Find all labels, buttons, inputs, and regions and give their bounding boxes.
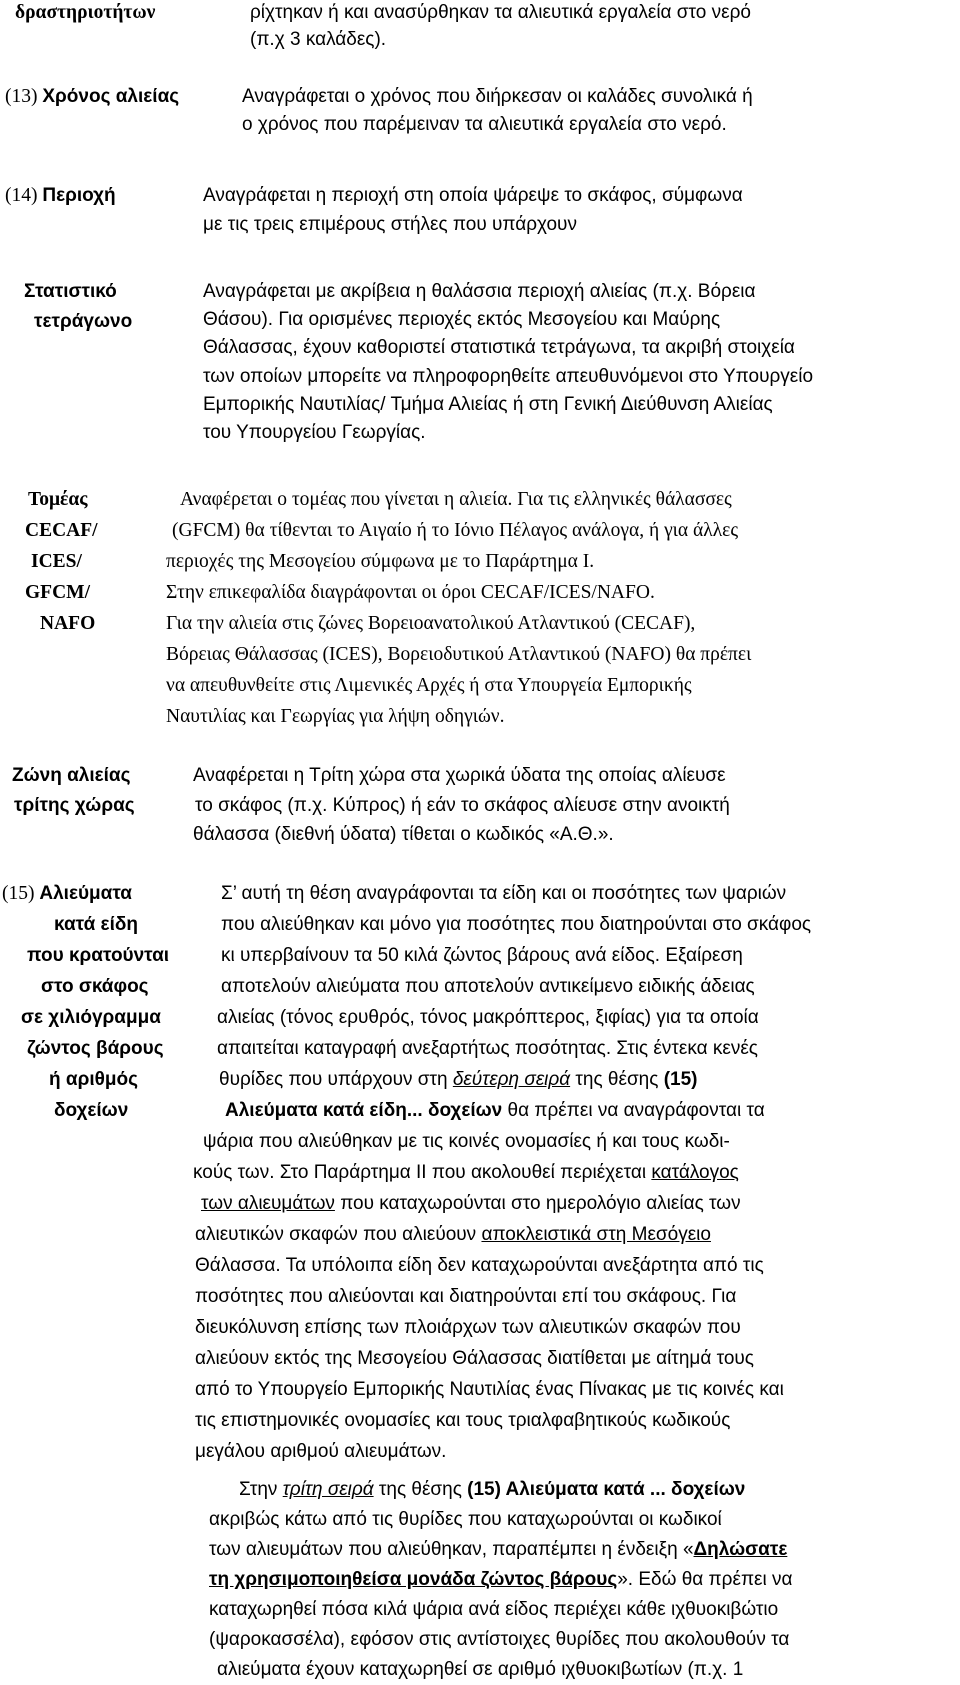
stat-square-label: Στατιστικό xyxy=(24,281,117,302)
section-15-label: δοχείων xyxy=(54,1100,129,1121)
text-run: θα πρέπει να αναγράφονται τα xyxy=(507,1100,765,1121)
text-run-bold: Αλιεύματα κατά είδη... δοχείων xyxy=(225,1100,503,1121)
stat-square-text-line: Θάλασσας, έχουν καθοριστεί στατιστικά τετράγωνα, τα ακριβή στοιχεία xyxy=(203,337,795,358)
section-15-label: ζώντος βάρους xyxy=(27,1038,164,1059)
sector-text-line: Αναφέρεται ο τομέας που γίνεται η αλιεία. Για τις ελληνικές θάλασσες xyxy=(180,489,732,510)
sector-text-line: Για την αλιεία στις ζώνες Βορειοανατολικού Ατλαντικού (CECAF), xyxy=(166,613,696,634)
text-run-bold: (15) xyxy=(663,1069,698,1090)
section-15-text-line: μεγάλου αριθμού αλιευμάτων. xyxy=(195,1441,447,1462)
sector-label: ICES/ xyxy=(31,551,82,572)
sector-text-line: Βόρειας Θάλασσας (ICES), Βορειοδυτικού Ατλαντικού (NAFO) θα πρέπει xyxy=(166,644,752,665)
section-13-label: Χρόνος αλιείας xyxy=(42,86,180,107)
zone-label: Ζώνη αλιείας xyxy=(12,765,131,786)
section-12-label: δραστηριοτήτων xyxy=(15,2,156,23)
section-12-text-line: (π.χ 3 καλάδες). xyxy=(250,29,387,50)
sector-label: Τομέας xyxy=(28,489,88,510)
section-15-text-line xyxy=(201,1191,741,1217)
section-15-text-line: αποτελούν αλιεύματα που αποτελούν αντικείμενο ειδικής άδειας xyxy=(221,976,755,997)
sector-label: GFCM/ xyxy=(25,582,90,603)
text-run: που καταχωρούνται στο ημερολόγιο αλιείας των xyxy=(340,1193,741,1214)
section-15-text-line: αλιεύουν εκτός της Μεσογείου Θάλασσας διατίθεται με αίτημά τους xyxy=(195,1348,754,1369)
section-15-paragraph-2-line: αλιεύματα έχουν καταχωρηθεί σε αριθμό ιχθυοκιβωτίων (π.χ. 1 xyxy=(217,1659,744,1680)
section-15-number: (15) xyxy=(2,883,35,904)
text-run: θυρίδες που υπάρχουν στη xyxy=(219,1069,448,1090)
stat-square-label: τετράγωνο xyxy=(34,311,133,332)
section-13-text-line: ο χρόνος που παρέμειναν τα αλιευτικά εργαλεία στο νερό. xyxy=(242,114,727,135)
section-15-text-line xyxy=(225,1098,765,1124)
text-run: της θέσης xyxy=(575,1069,659,1090)
section-15-label: κατά είδη xyxy=(54,914,138,935)
section-15-paragraph-2-line: καταχωρηθεί πόσα κιλά ψάρια ανά είδος περιέχει κάθε ιχθυοκιβώτιο xyxy=(209,1599,779,1620)
second-row-emphasis: δεύτερη σειρά xyxy=(452,1069,571,1090)
section-15-text-line: κι υπερβαίνουν τα 50 κιλά ζώντος βάρους ανά είδος. Εξαίρεση xyxy=(221,945,743,966)
section-15-text-line: ποσότητες που αλιεύονται και διατηρούνται επί του σκάφους. Για xyxy=(195,1286,737,1307)
catalogue-underlined: κατάλογος xyxy=(651,1162,739,1183)
stat-square-text-line: του Υπουργείου Γεωργίας. xyxy=(203,422,426,443)
text-run: των αλιευμάτων που αλιεύθηκαν, παραπέμπει η ένδειξη « xyxy=(209,1539,694,1560)
sector-label: NAFO xyxy=(40,613,96,634)
section-15-heading xyxy=(2,881,132,907)
section-15-paragraph-2-line: (ψαροκασσέλα), εφόσον στις αντίστοιχες θυρίδες που ακολουθούν τα xyxy=(209,1629,790,1650)
section-15-paragraph-2-line xyxy=(209,1567,793,1593)
text-run: ». Εδώ θα πρέπει να xyxy=(617,1569,793,1590)
sector-text-line: (GFCM) θα τίθενται το Αιγαίο ή το Ιόνιο Πέλαγος ανάλογα, ή για άλλες xyxy=(172,520,739,541)
section-15-text-line: Θάλασσα. Τα υπόλοιπα είδη δεν καταχωρούνται ανεξάρτητα από τις xyxy=(195,1255,764,1276)
text-run-bold: (15) Αλιεύματα κατά ... δοχείων xyxy=(467,1479,746,1500)
stat-square-text-line: Εμπορικής Ναυτιλίας/ Τμήμα Αλιείας ή στη Γενική Διεύθυνση Αλιείας xyxy=(203,394,773,415)
stat-square-text-line: των οποίων μπορείτε να πληροφορηθείτε απευθυνόμενοι στο Υπουργείο xyxy=(203,366,814,387)
section-15-paragraph-2-line: ακριβώς κάτω από τις θυρίδες που καταχωρούνται οι κωδικοί xyxy=(209,1509,722,1530)
section-13-text-line: Αναγράφεται ο χρόνος που διήρκεσαν οι καλάδες συνολικά ή xyxy=(242,86,753,107)
section-15-text-line xyxy=(219,1067,697,1093)
section-14-heading xyxy=(5,183,116,209)
sector-text-line: Στην επικεφαλίδα διαγράφονται οι όροι CECAF/ICES/NAFO. xyxy=(166,582,655,603)
section-15-text-line: ψάρια που αλιεύθηκαν με τις κοινές ονομασίες ή και τους κωδι- xyxy=(203,1131,730,1152)
section-15-text-line xyxy=(193,1160,739,1186)
stat-square-text-line: Θάσου). Για ορισμένες περιοχές εκτός Μεσογείου και Μαύρης xyxy=(203,309,721,330)
sector-label: CECAF/ xyxy=(25,520,98,541)
section-15-text-line: από το Υπουργείο Εμπορικής Ναυτιλίας ένας Πίνακας με τις κοινές και xyxy=(195,1379,784,1400)
mediterranean-underlined: αποκλειστικά στη Μεσόγειο xyxy=(481,1224,711,1245)
zone-text-line: Αναφέρεται η Τρίτη χώρα στα χωρικά ύδατα της οποίας αλίευσε xyxy=(193,765,726,786)
zone-label: τρίτης χώρας xyxy=(14,795,135,816)
text-run: αλιευτικών σκαφών που αλιεύουν xyxy=(195,1224,477,1245)
section-15-text-line: που αλιεύθηκαν και μόνο για ποσότητες που διατηρούνται στο σκάφος xyxy=(221,914,812,935)
text-run-bold: Δηλώσατε xyxy=(693,1539,788,1560)
section-15-label: ή αριθμός xyxy=(49,1069,138,1090)
section-14-text-line: με τις τρεις επιμέρους στήλες που υπάρχουν xyxy=(203,214,577,235)
section-14-number: (14) xyxy=(5,185,38,206)
section-15-text-line: αλιείας (τόνος ερυθρός, τόνος μακρόπτερος, ξιφίας) για τα οποία xyxy=(217,1007,759,1028)
sector-text-line: περιοχές της Μεσογείου σύμφωνα με το Παράρτημα Ι. xyxy=(166,551,595,572)
section-15-text-line: Σ’ αυτή τη θέση αναγράφονται τα είδη και οι ποσότητες των ψαριών xyxy=(221,883,787,904)
zone-text-line: θάλασσα (διεθνή ύδατα) τίθεται ο κωδικός «Α.Θ.». xyxy=(193,824,614,845)
third-row-emphasis: τρίτη σειρά xyxy=(282,1479,374,1500)
section-15-text-line: απαιτείται καταγραφή ανεξαρτήτως ποσότητας. Στις έντεκα κενές xyxy=(217,1038,758,1059)
section-15-text-line: διευκόλυνση επίσης των πλοιάρχων των αλιευτικών σκαφών που xyxy=(195,1317,741,1338)
section-14-label: Περιοχή xyxy=(42,185,116,206)
section-15-paragraph-2-line xyxy=(239,1477,745,1503)
text-run-bold: τη χρησιμοποιηθείσα μονάδα ζώντος βάρους xyxy=(209,1569,618,1590)
section-13-heading xyxy=(5,84,179,110)
text-run: της θέσης xyxy=(378,1479,462,1500)
section-15-text-line xyxy=(195,1222,711,1248)
section-15-paragraph-2-line xyxy=(209,1537,787,1563)
section-15-label: που κρατούνται xyxy=(27,945,170,966)
section-15-label: στο σκάφος xyxy=(41,976,149,997)
text-run: Στην xyxy=(239,1479,278,1500)
zone-text-line: το σκάφος (π.χ. Κύπρος) ή εάν το σκάφος αλίευσε στην ανοικτή xyxy=(195,795,730,816)
stat-square-text-line: Αναγράφεται με ακρίβεια η θαλάσσια περιοχή αλιείας (π.χ. Βόρεια xyxy=(203,281,756,302)
section-13-number: (13) xyxy=(5,86,38,107)
section-14-text-line: Αναγράφεται η περιοχή στη οποία ψάρεψε το σκάφος, σύμφωνα xyxy=(203,185,743,206)
section-15-label: Αλιεύματα xyxy=(39,883,132,904)
sector-text-line: Ναυτιλίας και Γεωργίας για λήψη οδηγιών. xyxy=(166,706,505,727)
section-12-text-line: ρίχτηκαν ή και ανασύρθηκαν τα αλιευτικά εργαλεία στο νερό xyxy=(250,2,751,23)
section-15-text-line: τις επιστημονικές ονομασίες και τους τριαλφαβητικούς κωδικούς xyxy=(195,1410,731,1431)
section-15-label: σε χιλιόγραμμα xyxy=(21,1007,161,1028)
text-run: κούς των. Στο Παράρτημα ΙΙ που ακολουθεί περιέχεται xyxy=(193,1162,647,1183)
sector-text-line: να απευθυνθείτε στις Λιμενικές Αρχές ή στα Υπουργεία Εμπορικής xyxy=(166,675,692,696)
catches-underlined: των αλιευμάτων xyxy=(201,1193,335,1214)
